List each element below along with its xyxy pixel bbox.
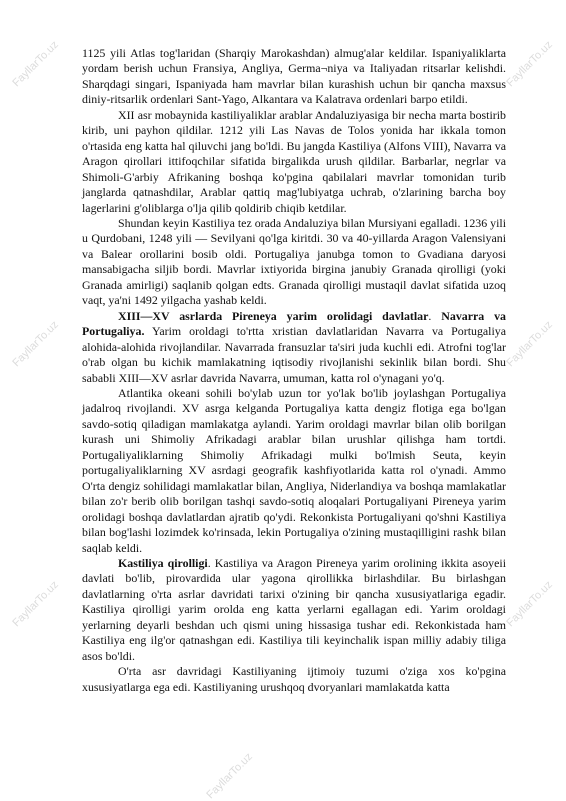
paragraph-0	[82, 46, 506, 108]
watermark: FayllarTo.uz	[504, 578, 555, 630]
paragraph-5	[82, 556, 506, 664]
body-text: . Kastiliya va Aragon Pireneya yarim orolining ikkita asoyeii davlati bo'lib, pirovardida ular yagona qirollikka birlashdilar. Bu birlashgan davlatlarning o'rta asrlar davridati tarixi o'zining bir qancha xususiyatlariga egadir. Kastiliya qirolligi yarim orolda eng katta yerlarni egallagan edi. Yarim oroldagi yerlarning deyarli beshdan uch qismi uning hissasiga tushar edi. Rekonkistada ham Kastiliya eng ilg'or qatnashgan edi. Kastiliya tili keyinchalik ispan milliy adabiy tiliga asos bo'ldi.	[82, 555, 507, 663]
body-text: O'rta asr davridagi Kastiliyaning ijtimoiy tuzumi o'ziga xos ko'pgina xususiyatlarga ega edi. Kastiliyaning urushqoq dvoryanlari mamlakatda katta	[82, 664, 506, 694]
paragraph-3	[82, 309, 506, 386]
body-text: XII asr mobaynida kastiliyaliklar arablar Andaluziyasiga bir necha marta bostirib kirib, uni payhon qildilar. 1212 yili Las Navas de Tolos yonida har ikkala tomon o'rtasida eng katta hal qiluvchi jang bo'ldi. Bu jangda Kastiliya (Alfons VIII), Navarra va Aragon qirollari ittifoqchilar sifatida birgalikda urush qildilar. Barbarlar, negrlar va Shimoli-G'arbiy Afrikaning boshqa ko'pgina qabilalari mavrlar tomonidan turib janglarda qatnashdilar, Arablar qattiq mag'lubiyatga uchrab, o'zlarining barcha boy lagerlarini g'oliblarga o'lja qilib qoldirib chiqib ketdilar.	[82, 107, 506, 215]
bold-heading: XIII—XV asrlarda Pireneya yarim orolidagi davlatlar	[118, 308, 429, 323]
paragraph-4	[82, 386, 506, 556]
bold-heading: Kastiliya qirolligi	[118, 555, 208, 570]
watermark: FayllarTo.uz	[504, 38, 555, 90]
body-text: Shundan keyin Kastiliya tez orada Andaluziya bilan Mursiyani egalladi. 1236 yili u Qurdobani, 1248 yili — Sevilyani qo'lga kiritdi. 30 va 40-yillarda Aragon Valensiyani va Balear orollarini bosib oldi. Portugaliya janubga tomon to Gvadiana daryosi mansabigacha siljib bordi. Mavrlar ixtiyorida birgina janubiy Granada qirolligi (yoki Granada amirligi) saqlanib qolgan edts. Granada qirolligi mustaqil davlat sifatida uzoq vaqt, ya'ni 1492 yilgacha yashab keldi.	[82, 215, 507, 308]
paragraph-6	[82, 664, 506, 695]
watermark: FayllarTo.uz	[204, 750, 255, 801]
bold-heading: Navarra va Portugaliya.	[82, 308, 506, 339]
document-page	[82, 46, 506, 695]
body-text: Atlantika okeani sohili bo'ylab uzun tor yo'lak bo'lib joylashgan Portugaliya jadalroq rivojlandi. XV asrga kelganda Portugaliya katta dengiz flotiga ega bo'lgan savdo-sotiq qiladigan mamlakatga aylandi. Yarim oroldagi mavrlar bilan olib borilgan kurash uni Shimoliy Afrikadagi arablar bilan urushlar qilishga ham tortdi. Portugaliyaliklarning Shimoliy Afrikadagi mulki bo'lmish Seuta, keyin portugaliyaliklarning XV asrdagi geografik kashfiyotlarida katta rol o'ynadi. Ammo O'rta dengiz sohilidagi mamlakatlar bilan, Angliya, Niderlandiya va boshqa mamlakatlar bilan zo'r berib olib borilgan tashqi savdo-sotiq aloqalari Portugaliyani Pireneya yarim orolidagi boshqa davlatlardan ajratib qo'ydi. Rekonkista Portugaliyani qo'shni Kastiliya bilan bog'lashi lozimdek ko'rinsada, lekin Portugaliya o'zining mustaqilligini rashk bilan saqlab keldi.	[82, 385, 506, 555]
watermark: FayllarTo.uz	[10, 38, 61, 90]
watermark: FayllarTo.uz	[10, 578, 61, 630]
body-text: Yarim oroldagi to'rtta xristian davlatlaridan Navarra va Portugaliya alohida-alohida rivojlandilar. Navarrada fransuzlar ta'siri juda kuchli edi. Atrofni tog'lar o'rab olgan bu kichik mamlakatning iqtisodiy rivojlanishi sekinlik bilan bordi. Shu sababli XIII—XV asrlar davrida Navarra, umuman, katta rol o'ynagani yo'q.	[82, 324, 506, 385]
body-text: .	[428, 308, 442, 323]
paragraph-2	[82, 216, 506, 309]
watermark: FayllarTo.uz	[504, 318, 555, 370]
watermark: FayllarTo.uz	[10, 318, 61, 370]
paragraph-1	[82, 108, 506, 216]
body-text: 1125 yili Atlas tog'laridan (Sharqiy Marokashdan) almug'alar keldilar. Ispaniyaliklarta yordam berish uchun Fransiya, Angliya, Germa¬niya va Italiyadan ritsarlar kelishdi. Sharqdagi singari, Ispaniyada ham mavrlar bilan kurashish uchun bir qancha maxsus diniy-ritsarlik ordenlari Sant-Yago, Alkantara va Kalatrava ordenlari barpo etildi.	[82, 46, 506, 107]
